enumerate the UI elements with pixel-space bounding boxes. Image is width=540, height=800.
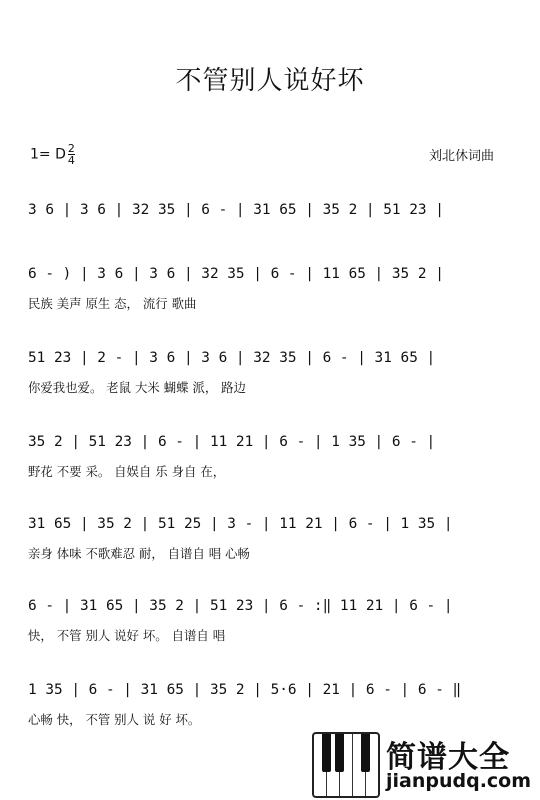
logo-url: jianpudq.com: [386, 770, 532, 792]
lyrics-line: 民族 美声 原生 态， 流行 歌曲: [28, 296, 197, 311]
score-line-2: [28, 266, 508, 326]
piano-keys-icon: [312, 732, 380, 798]
key-label: 1= D: [30, 146, 66, 163]
lyrics-line: 快， 不管 别人 说好 坏。 自谱自 唱: [28, 628, 226, 643]
lyrics-line: 亲身 体味 不歌难忍 耐， 自谱自 唱 心畅: [28, 546, 250, 561]
key-signature: [30, 143, 75, 166]
notation-line: 3 6 | 3 6 | 32 35 | 6 - | 31 65 | 35 2 | 51 23 |: [28, 202, 444, 218]
notation-line: 51 23 | 2 - | 3 6 | 3 6 | 32 35 | 6 - | 31 65 |: [28, 350, 436, 366]
lyrics-line: 心畅 快， 不管 别人 说 好 坏。: [28, 712, 201, 727]
lyrics-line: 你爱我也爱。 老鼠 大米 蝴蝶 派， 路边: [28, 380, 246, 395]
score-line-3: [28, 350, 508, 410]
score-line-1: [28, 202, 508, 262]
notation-line: 6 - | 31 65 | 35 2 | 51 23 | 6 - :‖ 11 21 | 6 - |: [28, 598, 453, 614]
song-title: 不管别人说好坏: [175, 66, 365, 96]
score-line-4: [28, 434, 508, 494]
lyrics-line: 野花 不要 采。 自娱自 乐 身自 在，: [28, 464, 226, 479]
site-logo[interactable]: [312, 732, 532, 796]
logo-name: 简谱大全: [386, 740, 510, 775]
notation-line: 6 - ) | 3 6 | 3 6 | 32 35 | 6 - | 11 65 | 35 2 |: [28, 266, 444, 282]
notation-line: 31 65 | 35 2 | 51 25 | 3 - | 11 21 | 6 - | 1 35 |: [28, 516, 453, 532]
notation-line: 35 2 | 51 23 | 6 - | 11 21 | 6 - | 1 35 | 6 - |: [28, 434, 436, 450]
score-line-6: [28, 598, 508, 658]
time-signature: [68, 143, 75, 166]
lyricist-composer: 刘北休词曲: [428, 149, 494, 164]
time-numerator: 2: [67, 142, 75, 155]
score-line-5: [28, 516, 508, 576]
time-denominator: 4: [67, 154, 75, 167]
notation-line: 1 35 | 6 - | 31 65 | 35 2 | 5·6 | 21 | 6 - | 6 - ‖: [28, 682, 462, 698]
